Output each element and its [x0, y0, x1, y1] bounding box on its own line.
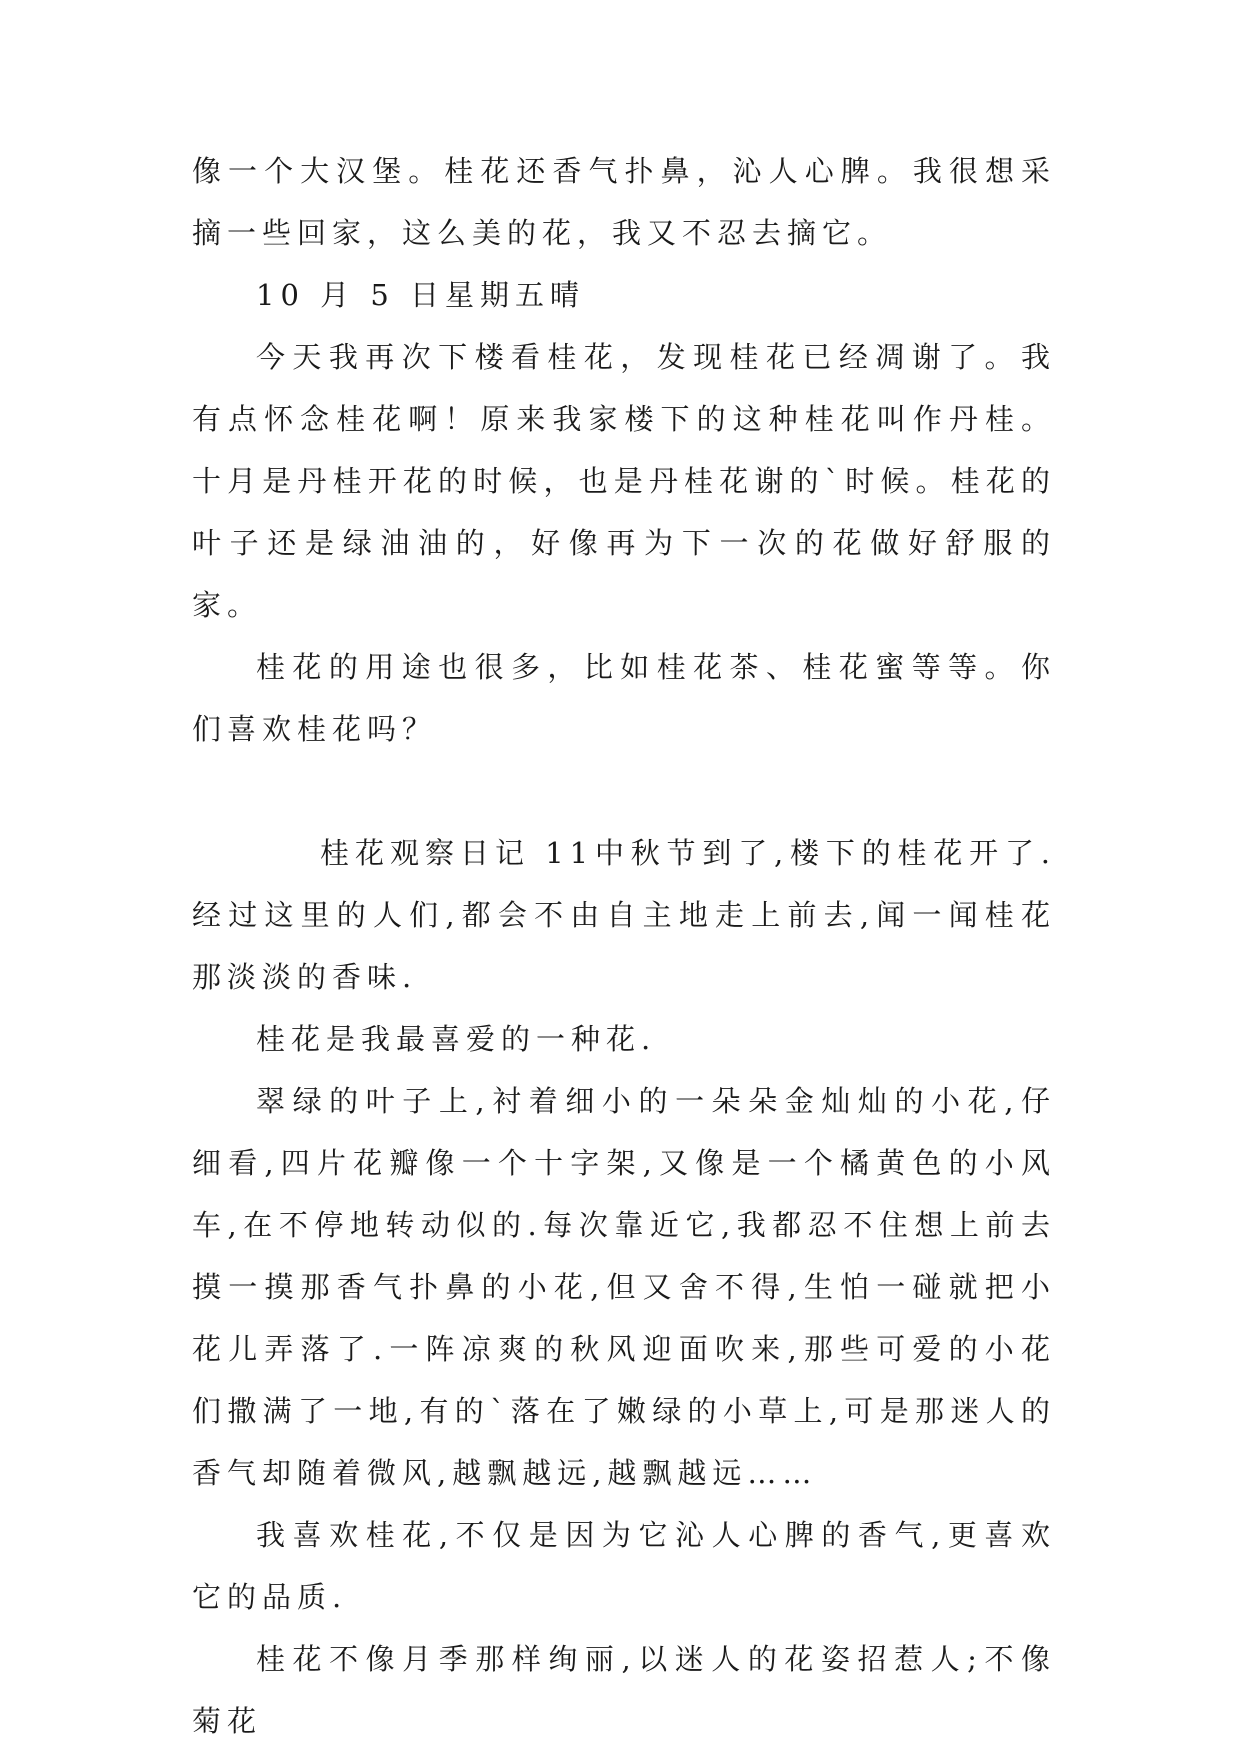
paragraph-opening: 像一个大汉堡。桂花还香气扑鼻，沁人心脾。我很想采摘一些回家，这么美的花，我又不忍去摘它。 — [192, 154, 1056, 250]
paragraph-osmanthus-uses: 桂花的用途也很多，比如桂花茶、桂花蜜等等。你们喜欢桂花吗？ — [192, 650, 1056, 746]
section-intro-paragraph — [192, 822, 1056, 1008]
paragraph-flower-quality: 我喜欢桂花,不仅是因为它沁人心脾的香气,更喜欢它的品质. — [192, 1518, 1056, 1614]
document-content — [192, 140, 1056, 1752]
paragraph-osmanthus-withered: 今天我再次下楼看桂花，发现桂花已经凋谢了。我有点怀念桂花啊！原来我家楼下的这种桂花叫作丹桂。十月是丹桂开花的时候，也是丹桂花谢的`时候。桂花的叶子还是绿油油的，好像再为下一次的花做好舒服的家。 — [192, 340, 1056, 622]
section-spacer — [192, 760, 1056, 822]
paragraph-favorite-flower: 桂花是我最喜爱的一种花. — [256, 1022, 657, 1056]
diary-date-heading: 10 月 5 日星期五晴 — [256, 278, 586, 312]
section-intro-text: 中秋节到了,楼下的桂花开了.经过这里的人们,都会不由自主地走上前去,闻一闻桂花那淡淡的香味. — [192, 836, 1056, 994]
paragraph-comparison: 桂花不像月季那样绚丽,以迷人的花姿招惹人;不像菊花 — [192, 1642, 1056, 1738]
paragraph-flower-description: 翠绿的叶子上,衬着细小的一朵朵金灿灿的小花,仔细看,四片花瓣像一个十字架,又像是一个橘黄色的小风车,在不停地转动似的.每次靠近它,我都忍不住想上前去摸一摸那香气扑鼻的小花,但又舍不得,生怕一碰就把小花儿弄落了.一阵凉爽的秋风迎面吹来,那些可爱的小花们撒满了一地,有的`落在了嫩绿的小草上,可是那迷人的香气却随着微风,越飘越远,越飘越远…… — [192, 1084, 1056, 1490]
section-title: 桂花观察日记 11 — [320, 836, 595, 870]
